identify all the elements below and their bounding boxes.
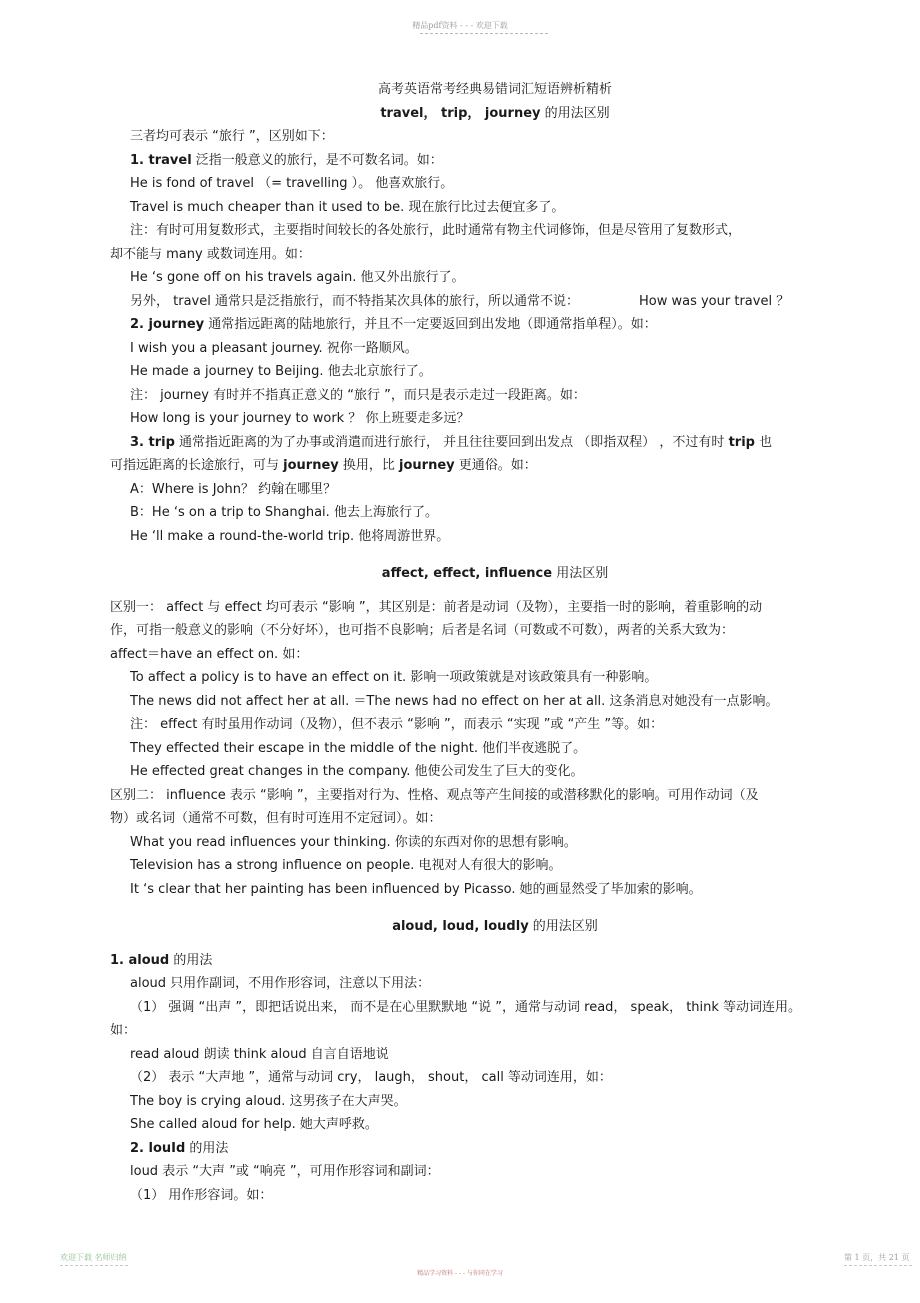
text: 可指远距离的长途旅行，可与	[110, 458, 284, 473]
note: 注：有时可用复数形式，主要指时间较长的各处旅行，此时通常有物主代词修饰，但是尽管用了复数形式，	[130, 223, 742, 238]
item-label: 2. louId	[130, 1140, 186, 1156]
heading-words: travel， trip， journey	[380, 105, 541, 121]
keyword: journey	[399, 458, 455, 473]
paragraph: loud 表示 “大声 ”或 “响亮 ”，可用作形容词和副词：	[130, 1164, 440, 1179]
paragraph: 三者均可表示 “旅行 ”，区别如下：	[130, 129, 334, 144]
footer-left: 欢迎下载 名师归纳	[60, 1253, 127, 1262]
note-text: 另外， travel 通常只是泛指旅行，而不特指某次具体的旅行，所以通常不说：	[130, 293, 579, 309]
item-text-end: 也	[754, 434, 773, 450]
paragraph: aloud 只用作副词，不用作形容词，注意以下用法：	[130, 976, 431, 991]
keyword: journey	[283, 458, 339, 473]
paragraph-continued: 如：	[110, 1023, 137, 1038]
example: A：Where is John？ 约翰在哪里？	[130, 481, 337, 497]
item-journey	[110, 313, 880, 337]
footer-watermark: 精品学习资料 - - - 与你同在学习	[417, 1270, 503, 1277]
item-travel	[110, 149, 880, 173]
section-heading-affect	[110, 562, 880, 586]
item-trip-continued	[110, 454, 880, 478]
item-text: 通常指远距离的陆地旅行，并且不一定要返回到出发地（即通常指单程）。如：	[204, 317, 657, 332]
header-watermark: 精品pdf资料 - - - 欢迎下载	[412, 21, 508, 30]
section-heading-travel	[110, 102, 880, 126]
paragraph: （2） 表示 “大声地 ”，通常与动词 cry， laugh， shout， call 等动词连用，如：	[130, 1070, 612, 1085]
item-text: 通常指近距离的为了办事或消遣而进行旅行， 并且往往要回到出发点 （即指双程） ，不过有时	[174, 434, 729, 450]
text: 换用，比	[338, 458, 400, 473]
paragraph: （1） 用作形容词。如：	[130, 1187, 273, 1203]
example: read aloud 朗读 think aloud 自言自语地说	[130, 1046, 389, 1062]
heading-suffix: 的用法区别	[540, 105, 610, 121]
example: He ‘ll make a round-the-world trip. 他将周游世界。	[130, 528, 450, 544]
header-divider	[420, 33, 548, 34]
example: The news did not affect her at all. ＝The news had no effect on her at all. 这条消息对她没有一点影响。	[130, 693, 779, 709]
example: He effected great changes in the company. 他使公司发生了巨大的变化。	[130, 764, 584, 779]
paragraph: 区别一： affect 与 effect 均可表示 “影响 ”，其区别是：前者是动词（及物），主要指一时的影响，着重影响的动	[110, 599, 763, 615]
text: 更通俗。如：	[454, 458, 537, 473]
paragraph: affect＝have an effect on. 如：	[110, 646, 309, 662]
item-trip	[110, 431, 880, 455]
spacer	[110, 939, 880, 949]
note: 注： effect 有时虽用作动词（及物），但不表示 “影响 ”，而表示 “实现 ”或 “产生 ”等。如：	[130, 717, 664, 732]
footer-divider-left	[60, 1265, 128, 1266]
note-continued: 却不能与 many 或数词连用。如：	[110, 246, 311, 262]
section-heading-aloud	[110, 915, 880, 939]
note	[110, 290, 880, 314]
spacer	[110, 586, 880, 596]
item-text: 泛指一般意义的旅行，是不可数名词。如：	[191, 152, 443, 168]
item-text: 的用法	[185, 1140, 229, 1156]
spacer	[110, 548, 880, 562]
paragraph: 作，可指一般意义的影响（不分好坏），也可指不良影响；后者是名词（可数或不可数），两者的关系大致为：	[110, 623, 735, 638]
example: It ‘s clear that her painting has been influenced by Picasso. 她的画显然受了毕加索的影响。	[130, 881, 702, 897]
item-label: 2. journey	[130, 317, 205, 332]
example: The boy is crying aloud. 这男孩子在大声哭。	[130, 1093, 407, 1109]
example: I wish you a pleasant journey. 祝你一路顺风。	[130, 340, 418, 356]
footer-page-number: 第 1 页，共 21 页	[844, 1253, 910, 1262]
spacer	[110, 901, 880, 915]
document-title: 高考英语常考经典易错词汇短语辨析精析	[377, 82, 612, 97]
example: They effected their escape in the middle of the night. 他们半夜逃脱了。	[130, 740, 587, 756]
example: To affect a policy is to have an effect on it. 影响一项政策就是对该政策具有一种影响。	[130, 670, 658, 685]
heading-words: aloud, loud, loudly	[392, 919, 529, 934]
note-example: How was your travel ？	[638, 293, 790, 309]
paragraph: 区别二： influence 表示 “影响 ”，主要指对行为、性格、观点等产生间接的或潜移默化的影响。可用作动词（及	[110, 787, 759, 803]
item-loud	[110, 1137, 880, 1161]
item-label: 3. trip	[130, 434, 175, 450]
example: B：He ‘s on a trip to Shanghai. 他去上海旅行了。	[130, 505, 438, 520]
note: 注： journey 有时并不指真正意义的 “旅行 ”，而只是表示走过一段距离。如：	[130, 387, 586, 403]
example: She called aloud for help. 她大声呼救。	[130, 1117, 378, 1132]
example: He made a journey to Beijing. 他去北京旅行了。	[130, 364, 432, 379]
item-aloud	[110, 949, 880, 973]
paragraph: 物）或名词（通常不可数，但有时可连用不定冠词）。如：	[110, 811, 442, 826]
example: What you read influences your thinking. 你读的东西对你的思想有影响。	[130, 834, 577, 850]
document-body	[110, 78, 880, 1207]
example: He ‘s gone off on his travels again. 他又外出旅行了。	[130, 270, 465, 285]
heading-words: affect, effect, influence	[381, 566, 553, 581]
example: Television has a strong influence on people. 电视对人有很大的影响。	[130, 858, 562, 873]
item-label: 1. travel	[130, 152, 192, 168]
item-keyword: trip	[728, 434, 755, 450]
item-text: 的用法	[169, 952, 213, 968]
paragraph: （1） 强调 “出声 ”，即把话说出来， 而不是在心里默默地 “说 ”，通常与动词 read， speak， think 等动词连用。	[130, 999, 802, 1015]
example: Travel is much cheaper than it used to be. 现在旅行比过去便宜多了。	[130, 199, 565, 215]
heading-suffix: 的用法区别	[528, 919, 598, 934]
example: He is fond of travel （= travelling ）。 他喜欢旅行。	[130, 176, 454, 191]
item-label: 1. aloud	[110, 952, 170, 968]
footer-divider-right	[844, 1265, 912, 1266]
example: How long is your journey to work ？ 你上班要走多远？	[130, 411, 470, 426]
heading-suffix: 用法区别	[552, 566, 609, 581]
